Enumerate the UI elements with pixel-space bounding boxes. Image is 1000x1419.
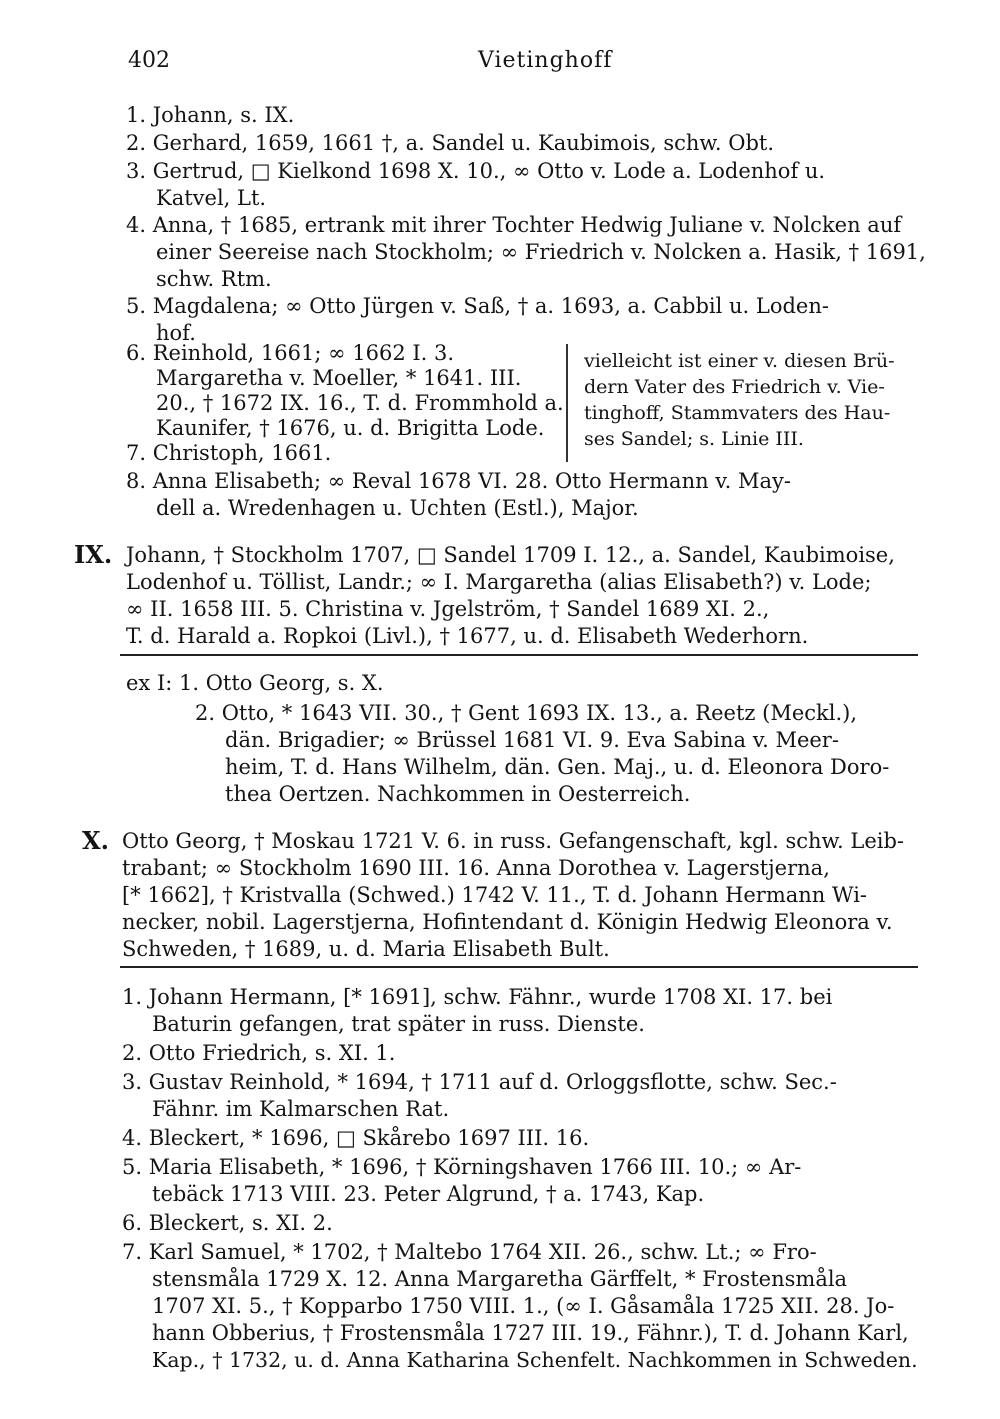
child-line: 2. Otto Friedrich, s. XI. 1.	[122, 1041, 396, 1065]
section-line: Johann, † Stockholm 1707, □ Sandel 1709 I. 12., a. Sandel, Kaubimoise,	[126, 543, 895, 567]
running-title: Vietinghoff	[478, 48, 613, 73]
child-line: ex I: 1. Otto Georg, s. X.	[126, 671, 384, 695]
child-line: Baturin gefangen, trat später in russ. Dienste.	[152, 1012, 645, 1036]
entry-line: Margaretha v. Moeller, * 1641. III.	[156, 366, 522, 390]
child-line: heim, T. d. Hans Wilhelm, dän. Gen. Maj., u. d. Eleonora Doro-	[225, 755, 890, 779]
entry-line: 5. Magdalena; ∞ Otto Jürgen v. Saß, † a. 1693, a. Cabbil u. Loden-	[126, 294, 829, 318]
child-line: stensmåla 1729 X. 12. Anna Margaretha Gärffelt, * Frostensmåla	[152, 1267, 848, 1291]
section-line: trabant; ∞ Stockholm 1690 III. 16. Anna Dorothea v. Lagerstjerna,	[122, 856, 830, 880]
section-line: Schweden, † 1689, u. d. Maria Elisabeth Bult.	[122, 937, 610, 961]
child-line: 4. Bleckert, * 1696, □ Skårebo 1697 III. 16.	[122, 1126, 590, 1150]
entry-line: hof.	[156, 321, 196, 345]
child-line: thea Oertzen. Nachkommen in Oesterreich.	[225, 782, 691, 806]
entry-line: 1. Johann, s. IX.	[126, 103, 295, 127]
entry-line: 3. Gertrud, □ Kielkond 1698 X. 10., ∞ Otto v. Lode a. Lodenhof u.	[126, 159, 826, 183]
child-line: tebäck 1713 VIII. 23. Peter Algrund, † a. 1743, Kap.	[152, 1182, 705, 1206]
child-line: 6. Bleckert, s. XI. 2.	[122, 1211, 333, 1235]
divider-rule	[120, 966, 918, 968]
entry-line: 4. Anna, † 1685, ertrank mit ihrer Tochter Hedwig Juliane v. Nolcken auf	[126, 213, 902, 237]
child-line: dän. Brigadier; ∞ Brüssel 1681 VI. 9. Eva Sabina v. Meer-	[225, 728, 839, 752]
entry-line: dell a. Wredenhagen u. Uchten (Estl.), Major.	[156, 496, 639, 520]
child-line: 1. Johann Hermann, [* 1691], schw. Fähnr., wurde 1708 XI. 17. bei	[122, 985, 833, 1009]
section-line: Lodenhof u. Töllist, Landr.; ∞ I. Margaretha (alias Elisabeth?) v. Lode;	[126, 570, 872, 594]
entry-line: Katvel, Lt.	[156, 186, 267, 210]
brace-note-line: tinghoff, Stammvaters des Hau-	[584, 402, 891, 424]
brace-note-line: dern Vater des Friedrich v. Vie-	[584, 376, 885, 398]
section-line: ∞ II. 1658 III. 5. Christina v. Jgelström, † Sandel 1689 XI. 2.,	[126, 597, 770, 621]
entry-line: 6. Reinhold, 1661; ∞ 1662 I. 3.	[126, 341, 455, 365]
brace-note-line: vielleicht ist einer v. diesen Brü-	[584, 350, 895, 372]
child-line: 5. Maria Elisabeth, * 1696, † Körningshaven 1766 III. 10.; ∞ Ar-	[122, 1155, 802, 1179]
child-line: hann Obberius, † Frostensmåla 1727 III. 19., Fähnr.), T. d. Johann Karl,	[152, 1321, 909, 1345]
section-numeral: X.	[82, 826, 109, 855]
section-numeral: IX.	[74, 540, 113, 569]
child-line: 1707 XI. 5., † Kopparbo 1750 VIII. 1., (∞ I. Gåsamåla 1725 XII. 28. Jo-	[152, 1294, 895, 1318]
entry-line: schw. Rtm.	[156, 267, 272, 291]
page-number: 402	[128, 48, 170, 73]
entry-line: 8. Anna Elisabeth; ∞ Reval 1678 VI. 28. Otto Hermann v. May-	[126, 469, 792, 493]
brace-note-line: ses Sandel; s. Linie III.	[584, 428, 804, 450]
curly-brace	[566, 344, 568, 462]
child-line: 2. Otto, * 1643 VII. 30., † Gent 1693 IX. 13., a. Reetz (Meckl.),	[195, 701, 858, 725]
section-line: T. d. Harald a. Ropkoi (Livl.), † 1677, u. d. Elisabeth Wederhorn.	[126, 624, 809, 648]
entry-line: 7. Christoph, 1661.	[126, 441, 332, 465]
entry-line: 2. Gerhard, 1659, 1661 †, a. Sandel u. Kaubimois, schw. Obt.	[126, 131, 774, 155]
entry-line: 20., † 1672 IX. 16., T. d. Frommhold a.	[156, 391, 564, 415]
child-line: 7. Karl Samuel, * 1702, † Maltebo 1764 XII. 26., schw. Lt.; ∞ Fro-	[122, 1240, 817, 1264]
section-line: Otto Georg, † Moskau 1721 V. 6. in russ. Gefangenschaft, kgl. schw. Leib-	[122, 829, 905, 853]
section-line: [* 1662], † Kristvalla (Schwed.) 1742 V. 11., T. d. Johann Hermann Wi-	[122, 883, 868, 907]
divider-rule	[120, 654, 918, 656]
child-line: Kap., † 1732, u. d. Anna Katharina Schenfelt. Nachkommen in Schweden.	[152, 1348, 918, 1372]
section-line: necker, nobil. Lagerstjerna, Hofintendant d. Königin Hedwig Eleonora v.	[122, 910, 893, 934]
child-line: 3. Gustav Reinhold, * 1694, † 1711 auf d. Orloggsflotte, schw. Sec.-	[122, 1070, 837, 1094]
entry-line: Kaunifer, † 1676, u. d. Brigitta Lode.	[156, 416, 545, 440]
child-line: Fähnr. im Kalmarschen Rat.	[152, 1097, 450, 1121]
entry-line: einer Seereise nach Stockholm; ∞ Friedrich v. Nolcken a. Hasik, † 1691,	[156, 240, 926, 264]
